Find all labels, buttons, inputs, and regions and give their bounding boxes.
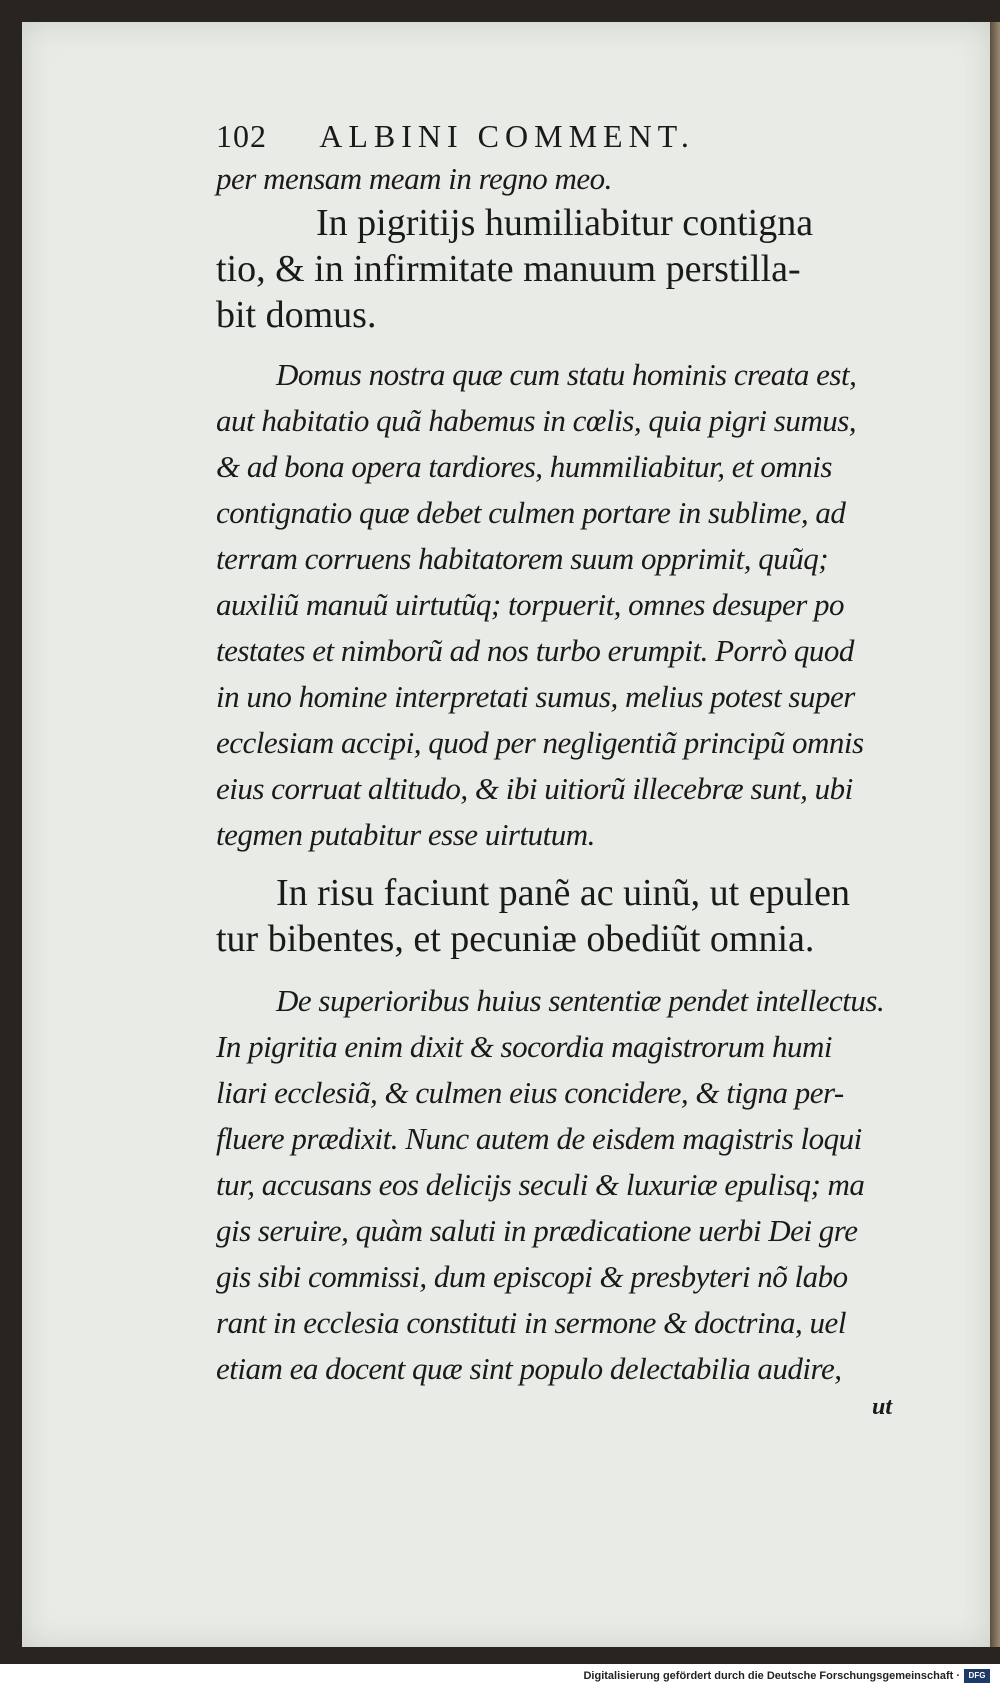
commentary-2 [216, 978, 906, 1392]
commentary-line: & ad bona opera tardiores, hummiliabitur, et omnis [216, 449, 832, 484]
commentary-line: gis seruire, quàm saluti in prædicatione uerbi Dei gre [216, 1213, 858, 1248]
dfg-logo-icon[interactable]: DFG [964, 1669, 990, 1683]
commentary-line: liari ecclesiã, & culmen eius concidere, & tigna per- [216, 1075, 844, 1110]
commentary-line: De superioribus huius sententiæ pendet intellectus. [276, 983, 885, 1018]
verse-2 [216, 870, 906, 962]
commentary-line: ecclesiam accipi, quod per negligentiã principũ omnis [216, 725, 864, 760]
verse-line: In pigritijs humiliabitur contigna [316, 202, 814, 244]
footer-credit: Digitalisierung gefördert durch die Deutsche Forschungsgemeinschaft · [583, 1670, 960, 1682]
commentary-line: testates et nimborũ ad nos turbo erumpit. Porrò quod [216, 633, 854, 668]
commentary-line: etiam ea docent quæ sint populo delectabilia audire, [216, 1351, 842, 1386]
commentary-line: terram corruens habitatorem suum opprimit, quũq; [216, 541, 829, 576]
running-title: ALBINI COMMENT. [319, 118, 695, 154]
continuation-text [216, 156, 906, 202]
page-number: 102 [216, 118, 267, 154]
commentary-line: contignatio quæ debet culmen portare in sublime, ad [216, 495, 846, 530]
commentary-line: fluere prædixit. Nunc autem de eisdem magistris loqui [216, 1121, 862, 1156]
continuation-line: per mensam meam in regno meo. [216, 161, 612, 196]
commentary-line: Domus nostra quæ cum statu hominis creata est, [276, 357, 857, 392]
verse-line: tur bibentes, et pecuniæ obediũt omnia. [216, 918, 815, 960]
footer-bar [0, 1664, 1000, 1691]
verse-line: tio, & in infirmitate manuum perstilla- [216, 248, 801, 290]
commentary-line: In pigritia enim dixit & socordia magistrorum humi [216, 1029, 832, 1064]
commentary-1 [216, 352, 906, 858]
commentary-line: tegmen putabitur esse uirtutum. [216, 817, 595, 852]
commentary-line: eius corruat altitudo, & ibi uitiorũ illecebræ sunt, ubi [216, 771, 853, 806]
verse-line: In risu faciunt panẽ ac uinũ, ut epulen [276, 872, 851, 914]
commentary-line: auxiliũ manuũ uirtutũq; torpuerit, omnes desuper po [216, 587, 845, 622]
page-edge [990, 22, 1000, 1647]
verse-line: bit domus. [216, 294, 377, 336]
commentary-line: in uno homine interpretati sumus, melius potest super [216, 679, 855, 714]
commentary-line: aut habitatio quã habemus in cœlis, quia pigri sumus, [216, 403, 857, 438]
commentary-line: rant in ecclesia constituti in sermone & doctrina, uel [216, 1305, 846, 1340]
running-header [216, 118, 816, 155]
verse-1 [216, 200, 906, 338]
commentary-line: tur, accusans eos delicijs seculi & luxuriæ epulisq; ma [216, 1167, 865, 1202]
commentary-line: gis sibi commissi, dum episcopi & presbyteri nõ labo [216, 1259, 848, 1294]
catchword: ut [872, 1394, 893, 1420]
